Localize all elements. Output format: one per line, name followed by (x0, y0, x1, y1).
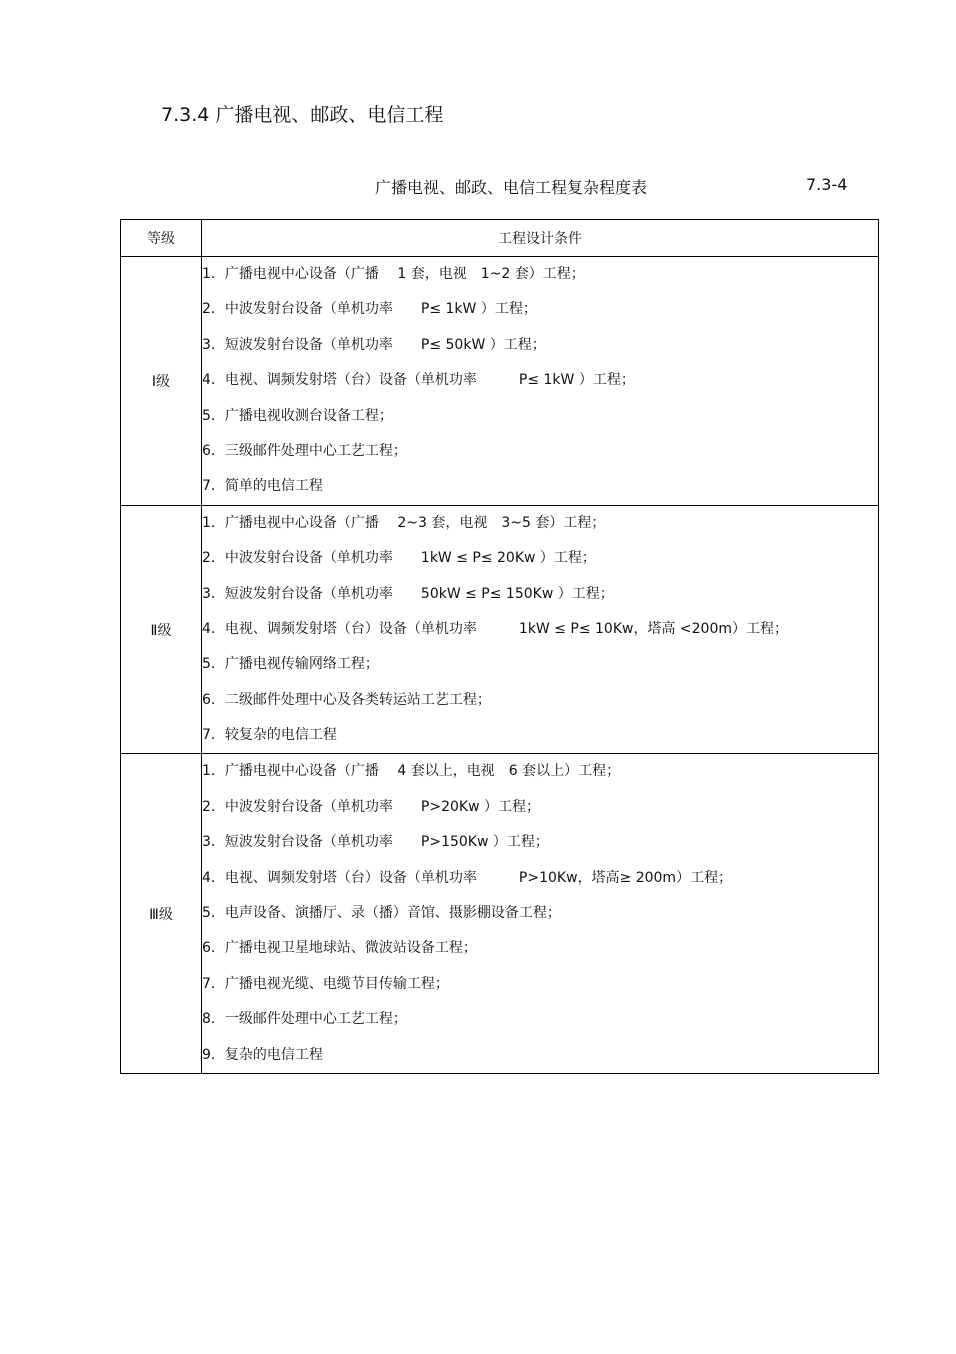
condition-item: 6．二级邮件处理中心及各类转运站工艺工程； (202, 691, 491, 708)
condition-item: 1．广播电视中心设备（广播 4 套以上，电视 6 套以上）工程； (202, 763, 621, 780)
column-header-conditions: 工程设计条件 (202, 220, 879, 257)
condition-item: 4．电视、调频发射塔（台）设备（单机功率 P≤ 1kW ）工程； (202, 372, 635, 389)
condition-item: 7．简单的电信工程 (202, 478, 323, 495)
condition-item: 3．短波发射台设备（单机功率 P≤ 50kW ）工程； (202, 336, 546, 353)
condition-item: 3．短波发射台设备（单机功率 P>150Kw ）工程； (202, 834, 549, 851)
condition-item: 8．一级邮件处理中心工艺工程； (202, 1011, 407, 1028)
condition-item: 3．短波发射台设备（单机功率 50kW ≤ P≤ 150Kw ）工程； (202, 585, 614, 602)
condition-item: 6．三级邮件处理中心工艺工程； (202, 442, 407, 459)
section-heading: 7.3.4 广播电视、邮政、电信工程 (161, 104, 444, 126)
conditions-cell (202, 754, 879, 1074)
level-cell: Ⅰ级 (121, 257, 202, 506)
condition-item: 9．复杂的电信工程 (202, 1046, 323, 1063)
table-header-row (121, 220, 879, 257)
condition-item: 5．广播电视传输网络工程； (202, 656, 379, 673)
condition-item: 4．电视、调频发射塔（台）设备（单机功率 P>10Kw，塔高≥ 200m）工程； (202, 869, 733, 886)
table-number: 7.3-4 (806, 175, 848, 194)
column-header-level: 等级 (121, 220, 202, 257)
conditions-cell (202, 505, 879, 754)
condition-item: 1．广播电视中心设备（广播 2~3 套，电视 3~5 套）工程； (202, 514, 606, 531)
condition-item: 2．中波发射台设备（单机功率 P≤ 1kW ）工程； (202, 301, 537, 318)
condition-item: 2．中波发射台设备（单机功率 1kW ≤ P≤ 20Kw ）工程； (202, 550, 596, 567)
condition-item: 7．较复杂的电信工程 (202, 727, 337, 744)
table-row (121, 505, 879, 754)
conditions-cell (202, 257, 879, 506)
condition-item: 6．广播电视卫星地球站、微波站设备工程； (202, 940, 477, 957)
condition-item: 5．电声设备、演播厅、录（播）音馆、摄影棚设备工程； (202, 905, 561, 922)
table-caption: 广播电视、邮政、电信工程复杂程度表 (375, 178, 648, 197)
condition-item: 7．广播电视光缆、电缆节目传输工程； (202, 975, 449, 992)
condition-item: 2．中波发射台设备（单机功率 P>20Kw ）工程； (202, 798, 540, 815)
table-row (121, 754, 879, 1074)
level-cell: Ⅱ级 (121, 505, 202, 754)
condition-item: 1．广播电视中心设备（广播 1 套，电视 1~2 套）工程； (202, 266, 585, 282)
level-cell: Ⅲ级 (121, 754, 202, 1074)
condition-item: 4．电视、调频发射塔（台）设备（单机功率 1kW ≤ P≤ 10Kw，塔高 <200m）工程； (202, 620, 789, 637)
condition-item: 5．广播电视收测台设备工程； (202, 407, 393, 424)
table-row (121, 257, 879, 506)
complexity-table (120, 219, 879, 1074)
